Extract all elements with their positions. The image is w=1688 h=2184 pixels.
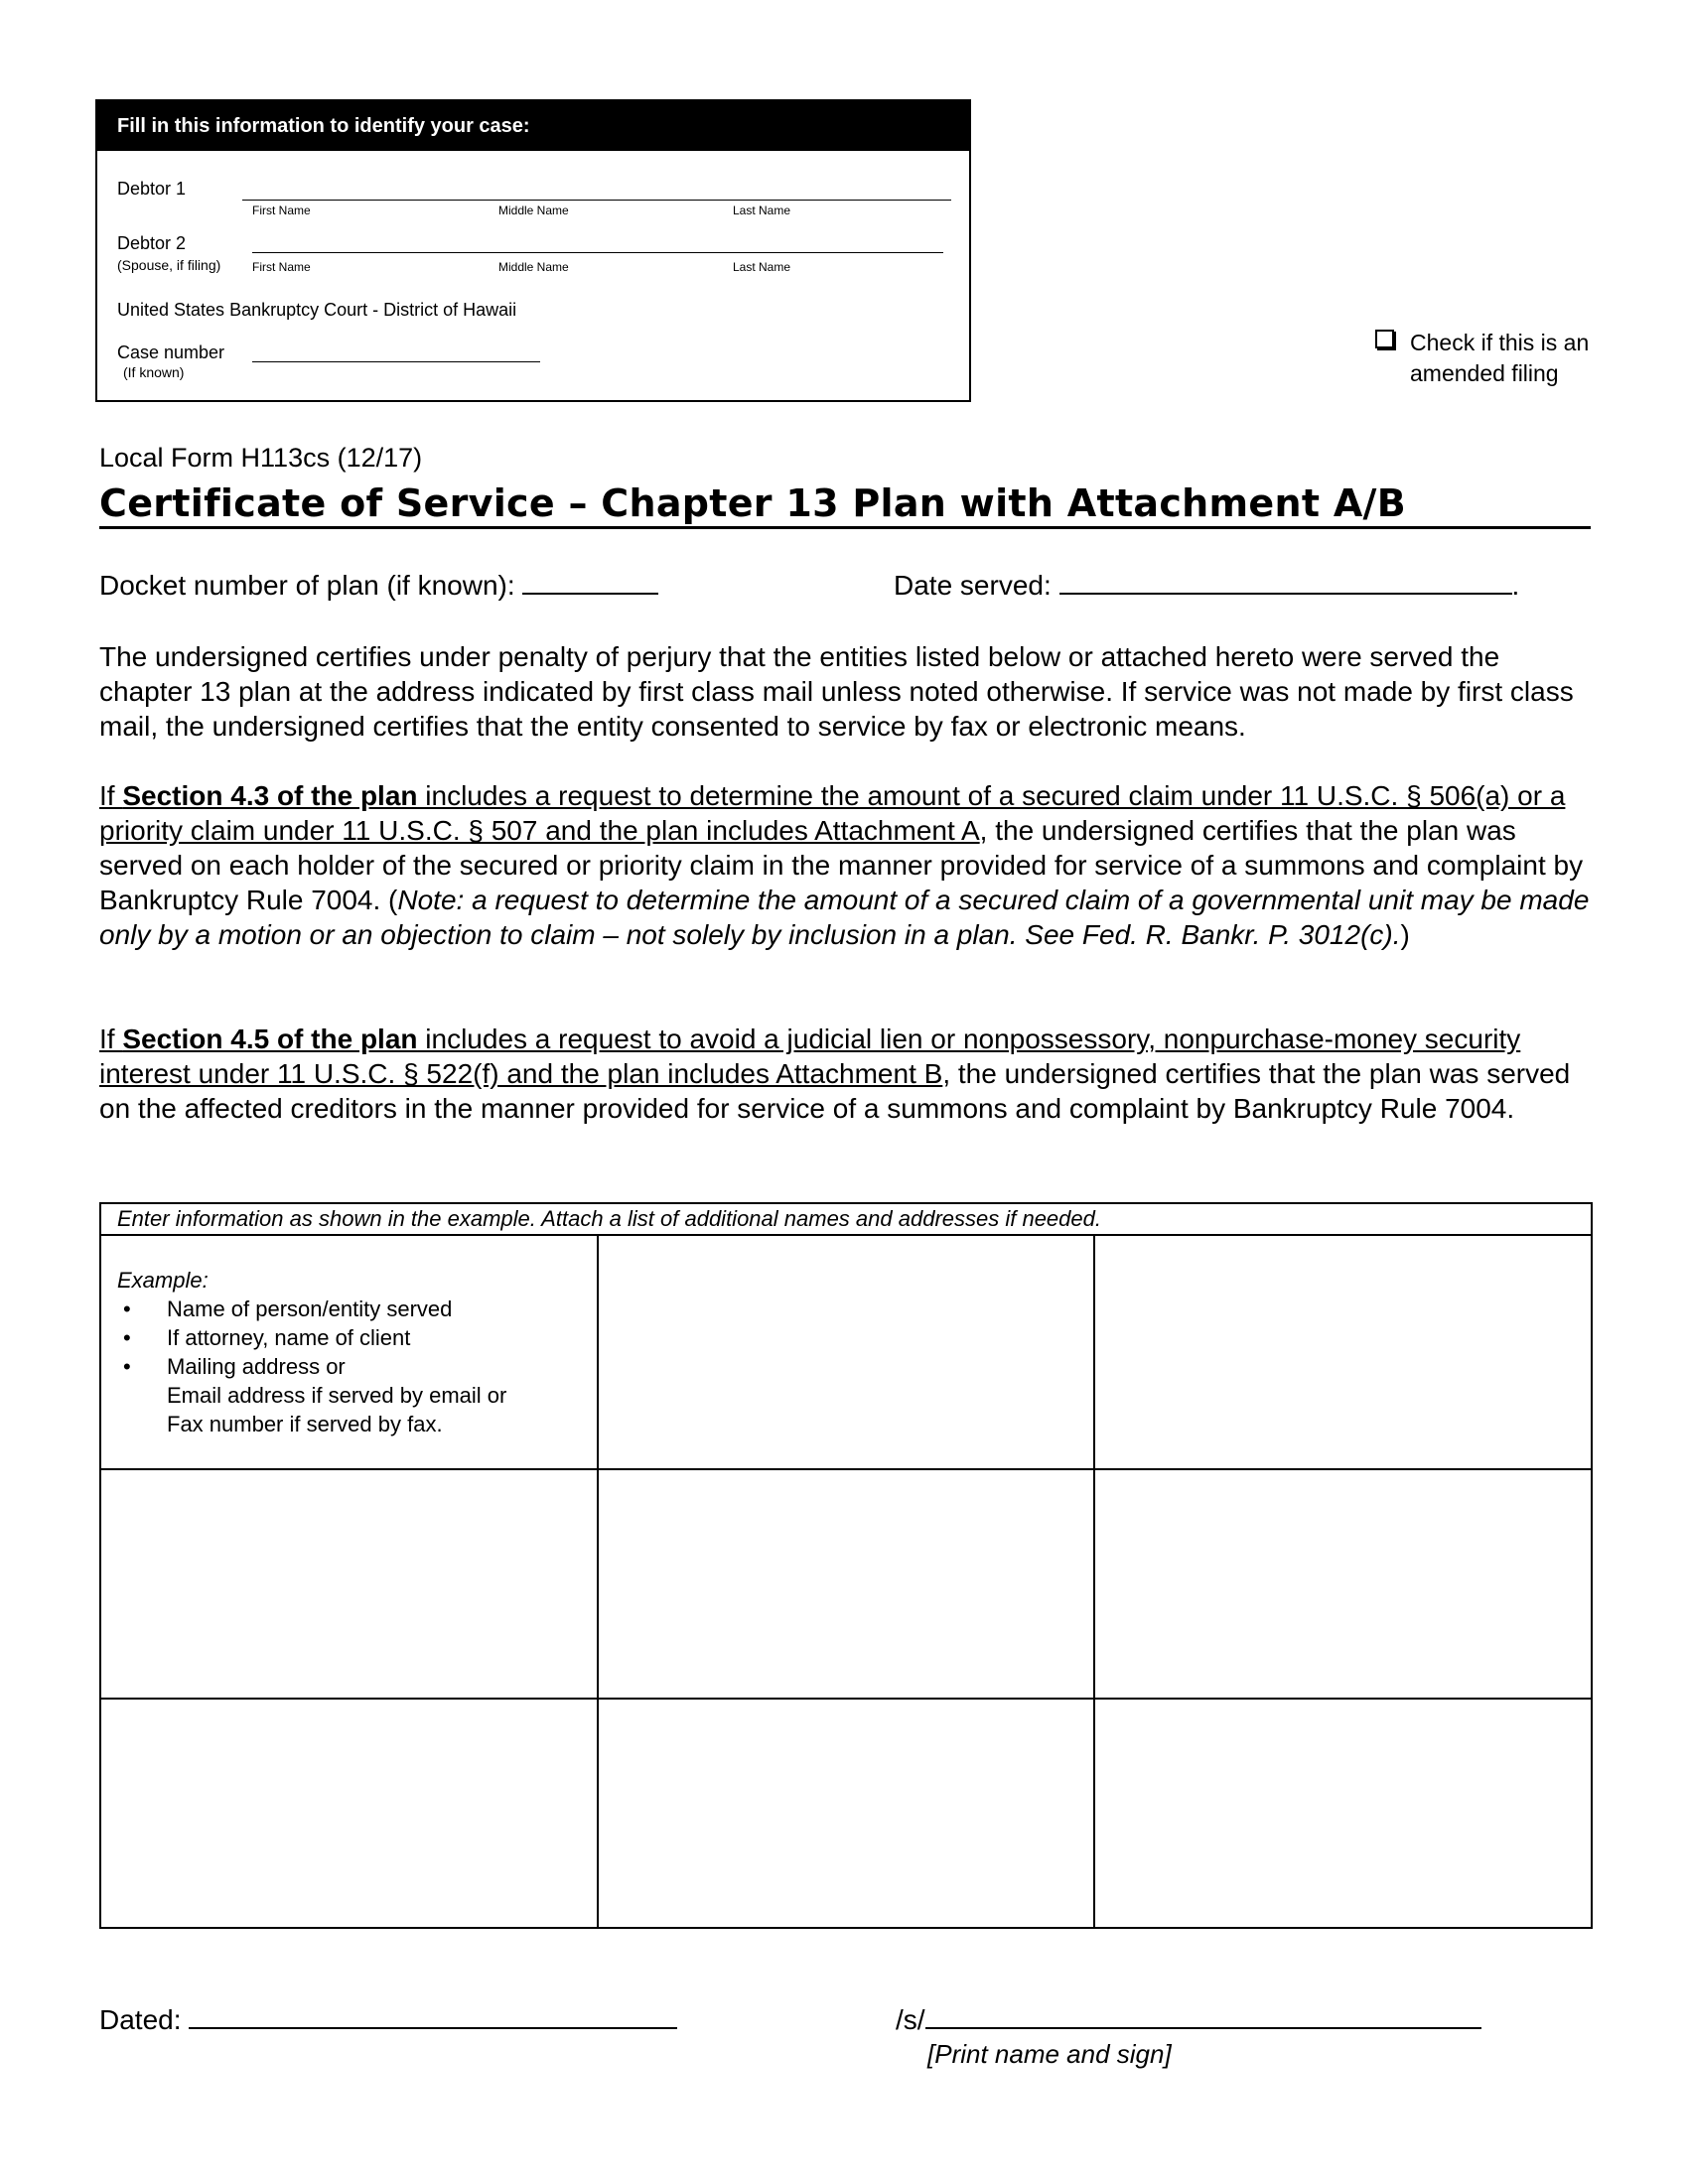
debtor2-last-name-caption: Last Name [733,260,791,274]
section-4-5-label: Section 4.5 of the plan [122,1024,418,1054]
certification-paragraph: The undersigned certifies under penalty of perjury that the entities listed below or attached hereto were served the chapter 13 plan at the address indicated by first class mail unless noted otherwise. If service was not made by first class mail, the undersigned certifies that the entity consented to service by fax or electronic means. [99,641,1574,742]
service-entry-cell[interactable] [598,1699,1095,1928]
court-name: United States Bankruptcy Court - District of Hawaii [117,300,517,320]
debtor2-name-field[interactable] [252,252,943,253]
page-title: Certificate of Service – Chapter 13 Plan with Attachment A/B [99,480,1591,529]
date-served-period: . [1511,570,1520,601]
example-item [117,1323,585,1352]
debtor1-middle-name-caption: Middle Name [498,204,569,217]
debtor1-label: Debtor 1 [117,179,187,199]
section-4-3-certification: , the undersigned certifies that the plan was served on each holder of the secured or priority claim in the manner provided for service of a summons and complaint by Bankruptcy Rule 7004. ( [99,815,1584,915]
form-number: Local Form H113cs (12/17) [99,443,423,473]
service-entry-cell[interactable] [1094,1699,1592,1928]
docket-number-label: Docket number of plan (if known): [99,570,515,601]
case-number-label: Case number [117,342,225,362]
section-4-3-close: ) [1400,919,1410,950]
service-list-table [99,1202,1593,1929]
date-served-label: Date served: [894,570,1052,601]
example-item-text: If attorney, name of client [167,1325,411,1350]
example-item [117,1295,585,1323]
section-4-3-note-text: : a request to determine the amount of a secured claim of a governmental unit may be made only by a motion or an objection to claim – not solely by inclusion in a plan. See Fed. R. Bankr. P. 3012(c). [99,885,1590,950]
example-cell [100,1235,598,1469]
signature-prefix: /s/ [896,2004,925,2035]
debtor2-first-name-caption: First Name [252,260,311,274]
case-box-header: Fill in this information to identify your case: [97,101,969,151]
case-number-if-known-caption: (If known) [123,364,185,380]
example-item-text: Email address if served by email or [167,1383,507,1408]
section-4-3-if: If [99,780,123,811]
service-entry-cell[interactable] [100,1469,598,1699]
section-4-3-paragraph [99,778,1599,952]
docket-number-row [99,569,658,602]
debtor2-label: Debtor 2 [117,233,187,253]
section-4-5-condition: includes a request to avoid a judicial lien or nonpossessory, nonpurchase-money security interest under 11 U.S.C. § 522(f) and the plan includes Attachment B [99,1024,1521,1089]
debtor1-name-field[interactable] [242,200,951,201]
service-entry-cell[interactable] [598,1235,1095,1469]
bullet-icon: • [123,1354,131,1379]
section-4-3-label: Section 4.3 of the plan [122,780,418,811]
service-entry-cell[interactable] [598,1469,1095,1699]
bullet-icon: • [123,1325,131,1350]
example-item-text: Name of person/entity served [167,1297,453,1321]
amended-filing-checkbox[interactable] [1375,330,1394,348]
date-served-field[interactable] [1059,569,1512,595]
example-list [117,1295,585,1438]
amended-filing-label-line1: Check if this is an [1410,330,1590,355]
section-4-3-note-label: Note [397,885,457,915]
amended-filing-label-line2: amended filing [1410,360,1559,386]
section-4-3-condition: includes a request to determine the amount of a secured claim under 11 U.S.C. § 506(a) or a priority claim under 11 U.S.C. § 507 and the plan includes Attachment A [99,780,1566,846]
example-item [117,1352,585,1438]
service-entry-cell[interactable] [100,1699,598,1928]
debtor2-middle-name-caption: Middle Name [498,260,569,274]
signature-row [896,2003,1481,2036]
dated-label: Dated: [99,2004,182,2035]
debtor1-last-name-caption: Last Name [733,204,791,217]
service-table-instruction: Enter information as shown in the example. Attach a list of additional names and addresses if needed. [100,1203,1592,1235]
service-entry-cell[interactable] [1094,1469,1592,1699]
case-number-field[interactable] [252,361,540,362]
debtor1-first-name-caption: First Name [252,204,311,217]
example-item-text: Mailing address or [167,1354,346,1379]
dated-row [99,2003,677,2036]
service-entry-cell[interactable] [1094,1235,1592,1469]
signature-caption: [Print name and sign] [927,2039,1172,2069]
amended-filing-label [1410,328,1589,389]
example-label: Example: [117,1268,209,1293]
case-identification-box [95,99,971,402]
docket-number-field[interactable] [522,569,658,595]
bullet-icon: • [123,1297,131,1321]
section-4-5-certification: , the undersigned certifies that the plan was served on the affected creditors in the manner provided for service of a summons and complaint by Bankruptcy Rule 7004. [99,1058,1571,1124]
section-4-5-if: If [99,1024,123,1054]
section-4-5-paragraph [99,1022,1599,1126]
dated-field[interactable] [189,2003,677,2029]
example-item-text: Fax number if served by fax. [167,1412,443,1436]
signature-field[interactable] [925,2003,1481,2029]
debtor2-spouse-caption: (Spouse, if filing) [117,257,221,273]
date-served-row [894,569,1519,602]
